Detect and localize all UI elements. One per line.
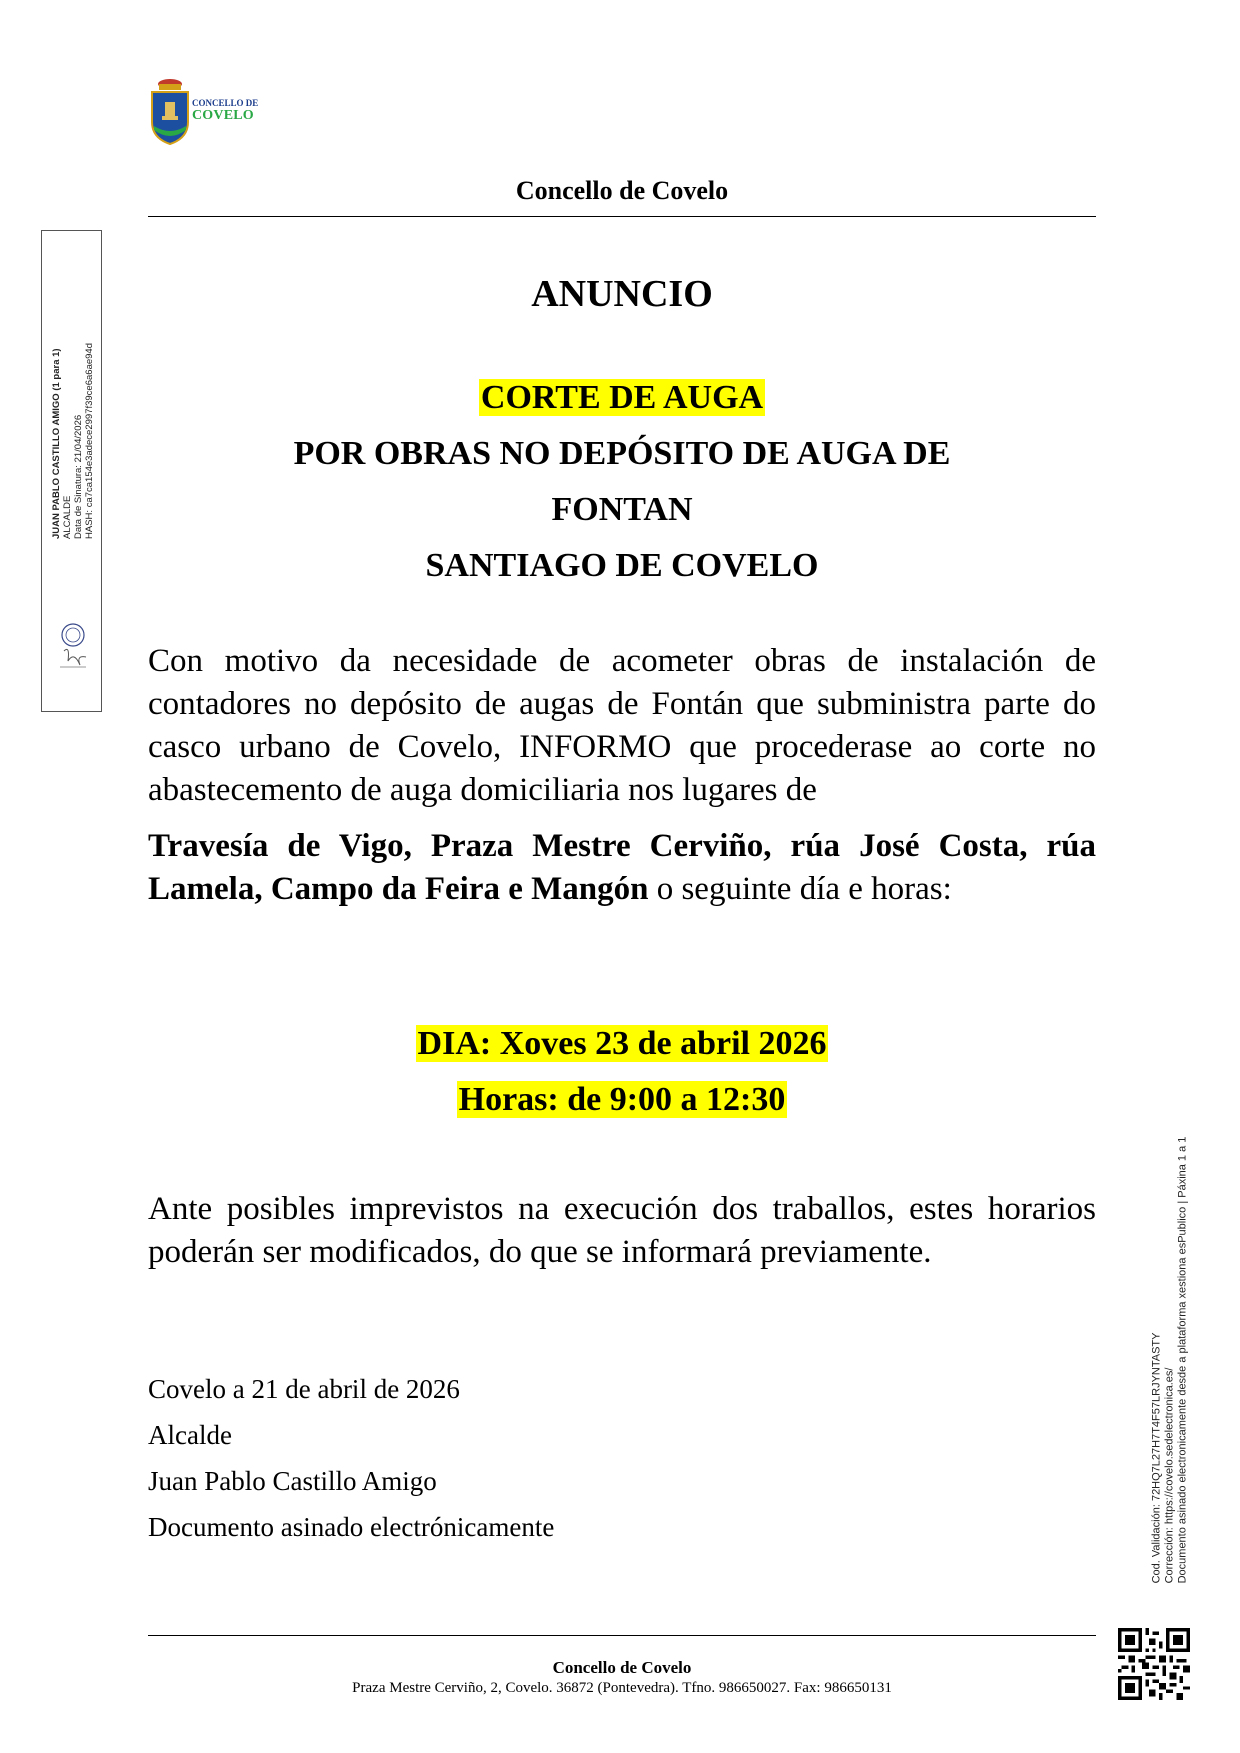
stamp-sign-date: Data de Sinatura: 21/04/2026	[72, 414, 84, 539]
notice-subject-block	[148, 370, 1096, 594]
header-divider	[148, 216, 1096, 217]
signature-note: Documento asinado electrónicamente	[148, 1512, 555, 1542]
footer-address: Praza Mestre Cerviño, 2, Covelo. 36872 (Pontevedra). Tfno. 986650027. Fax: 986650131	[352, 1680, 892, 1696]
footer-divider	[148, 1635, 1096, 1636]
logo-text-top: CONCELLO DE	[192, 98, 259, 108]
notice-places-tail: o seguinte día e horas:	[648, 871, 952, 907]
validation-url: Corrección: https://covelo.sedelectronica.es/	[1163, 1367, 1176, 1584]
logo-text-main: COVELO	[192, 108, 254, 123]
notice-disclaimer: Ante posibles imprevistos na execución dos traballos, estes horarios poderán ser modificados, do que se informará previamente.	[148, 1191, 1096, 1270]
notice-heading: ANUNCIO	[531, 273, 713, 315]
footer-title: Concello de Covelo	[552, 1658, 692, 1677]
stamp-signer-name: JUAN PABLO CASTILLO AMIGO (1 para 1)	[50, 348, 62, 539]
qr-code-icon	[1118, 1628, 1190, 1700]
validation-strip	[1146, 1110, 1194, 1610]
notice-subtitle-line1: POR OBRAS NO DEPÓSITO DE AUGA DE	[293, 435, 951, 472]
municipality-logo	[148, 78, 268, 148]
validation-note: Documento asinado electronicamente desde a plataforma xestiona esPublico | Páxina 1 a 1	[1176, 1136, 1189, 1584]
notice-body-intro: Con motivo da necesidade de acometer obras de instalación de contadores no depósito de augas de Fontán que subministra parte do casco urbano de Covelo, INFORMO que procederase ao corte no abastecemento de auga domiciliaria nos lugares de	[148, 643, 1096, 808]
notice-day: DIA: Xoves 23 de abril 2026	[417, 1025, 827, 1062]
signature-name: Juan Pablo Castillo Amigo	[148, 1466, 437, 1496]
signature-place-date: Covelo a 21 de abril de 2026	[148, 1374, 460, 1404]
notice-hours: Horas: de 9:00 a 12:30	[458, 1081, 786, 1118]
signature-role: Alcalde	[148, 1420, 232, 1450]
notice-subtitle-line2: FONTAN	[551, 491, 693, 528]
notice-subtitle-line3: SANTIAGO DE COVELO	[425, 547, 819, 584]
stamp-hash: HASH: ca7ca154e3adece2997f39ce6a6ae94d	[83, 343, 95, 539]
signature-block	[148, 1366, 554, 1550]
coat-of-arms-icon	[148, 78, 192, 148]
stamp-signer-role: ALCALDE	[61, 495, 73, 539]
stamp-text-block	[51, 343, 95, 539]
header-title: Concello de Covelo	[515, 176, 729, 205]
notice-schedule	[148, 1016, 1096, 1128]
notice-places: Travesía de Vigo, Praza Mestre Cerviño, rúa José Costa, rúa Lamela, Campo da Feira e Mangón	[148, 828, 1096, 907]
seal-icon	[56, 621, 90, 675]
notice-subject: CORTE DE AUGA	[480, 379, 764, 416]
validation-code: Cod. Validación: 72HQ7L27H7T4F57LRJYNTASTY	[1150, 1332, 1163, 1584]
signature-stamp	[41, 230, 102, 712]
notice-places-paragraph	[148, 825, 1096, 911]
